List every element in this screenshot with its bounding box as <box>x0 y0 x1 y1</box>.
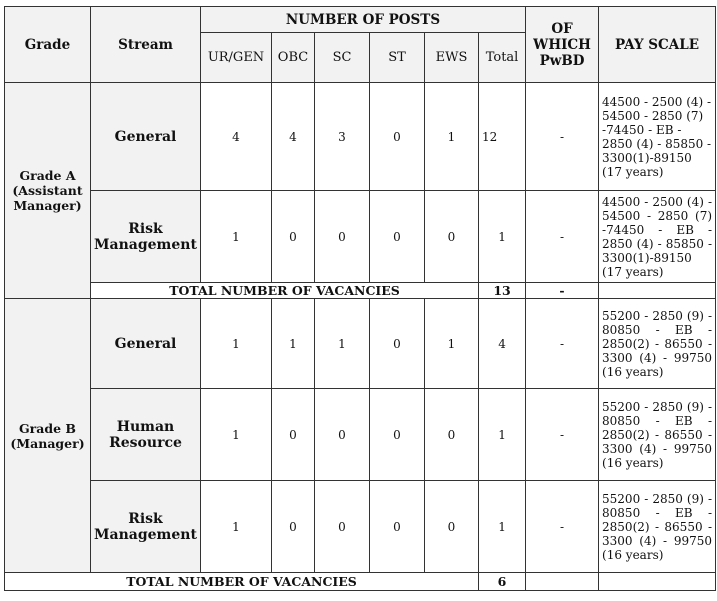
cell-sc: 3 <box>315 83 370 191</box>
cell-pay-scale: 44500 - 2500 (4) - 54500 - 2850 (7) -74450 - EB - 2850 (4) - 85850 - 3300(1)-89150 (17 years) <box>599 191 716 283</box>
cell-pay-scale: 44500 - 2500 (4) - 54500 - 2850 (7) -74450 - EB - 2850 (4) - 85850 - 3300(1)-89150 (17 years) <box>599 83 716 191</box>
cell-ur-gen: 4 <box>201 83 272 191</box>
table-row <box>5 481 716 573</box>
cell-pwbd: - <box>526 481 599 573</box>
cell-total: 4 <box>479 299 526 389</box>
cell-sc: 0 <box>315 389 370 481</box>
stream-label: General <box>91 299 201 389</box>
table-row <box>5 389 716 481</box>
table-row <box>5 299 716 389</box>
cell-st: 0 <box>370 83 425 191</box>
header-total: Total <box>479 33 526 83</box>
cell-total: 12 <box>479 83 526 191</box>
cell-pay-scale: 55200 - 2850 (9) - 80850 - EB - 2850(2) - 86550 - 3300 (4) - 99750 (16 years) <box>599 299 716 389</box>
cell-ews: 0 <box>425 389 479 481</box>
header-obc: OBC <box>272 33 315 83</box>
total-value: 6 <box>479 573 526 591</box>
header-st: ST <box>370 33 425 83</box>
grade-b-label: Grade B (Manager) <box>5 299 91 573</box>
table-row <box>5 83 716 191</box>
total-pwbd: - <box>526 283 599 299</box>
cell-ews: 1 <box>425 299 479 389</box>
cell-obc: 4 <box>272 83 315 191</box>
cell-st: 0 <box>370 481 425 573</box>
cell-st: 0 <box>370 191 425 283</box>
cell-sc: 0 <box>315 191 370 283</box>
cell-ews: 0 <box>425 481 479 573</box>
total-pay-empty <box>599 283 716 299</box>
cell-ur-gen: 1 <box>201 481 272 573</box>
cell-total: 1 <box>479 191 526 283</box>
cell-ews: 0 <box>425 191 479 283</box>
header-sc: SC <box>315 33 370 83</box>
cell-pay-scale: 55200 - 2850 (9) - 80850 - EB - 2850(2) - 86550 - 3300 (4) - 99750 (16 years) <box>599 389 716 481</box>
header-number-of-posts: NUMBER OF POSTS <box>201 7 526 33</box>
cell-pwbd: - <box>526 299 599 389</box>
cell-ews: 1 <box>425 83 479 191</box>
grade-a-label: Grade A (Assistant Manager) <box>5 83 91 299</box>
cell-sc: 0 <box>315 481 370 573</box>
cell-ur-gen: 1 <box>201 191 272 283</box>
cell-obc: 0 <box>272 481 315 573</box>
vacancy-table <box>4 6 716 591</box>
total-label: TOTAL NUMBER OF VACANCIES <box>5 573 479 591</box>
cell-pwbd: - <box>526 83 599 191</box>
table-row <box>5 191 716 283</box>
header-of-which-pwbd: OF WHICH PwBD <box>526 7 599 83</box>
cell-sc: 1 <box>315 299 370 389</box>
cell-obc: 0 <box>272 389 315 481</box>
total-row <box>5 573 716 591</box>
cell-pay-scale: 55200 - 2850 (9) - 80850 - EB - 2850(2) - 86550 - 3300 (4) - 99750 (16 years) <box>599 481 716 573</box>
cell-ur-gen: 1 <box>201 299 272 389</box>
stream-label: Risk Management <box>91 481 201 573</box>
header-ur-gen: UR/GEN <box>201 33 272 83</box>
stream-label: Human Resource <box>91 389 201 481</box>
header-pay-scale: PAY SCALE <box>599 7 716 83</box>
header-stream: Stream <box>91 7 201 83</box>
cell-st: 0 <box>370 299 425 389</box>
cell-st: 0 <box>370 389 425 481</box>
header-ews: EWS <box>425 33 479 83</box>
total-label: TOTAL NUMBER OF VACANCIES <box>91 283 479 299</box>
cell-total: 1 <box>479 389 526 481</box>
header-grade: Grade <box>5 7 91 83</box>
total-pwbd-empty <box>526 573 599 591</box>
total-pay-empty <box>599 573 716 591</box>
stream-label: Risk Management <box>91 191 201 283</box>
cell-pwbd: - <box>526 389 599 481</box>
total-row <box>5 283 716 299</box>
cell-pwbd: - <box>526 191 599 283</box>
total-value: 13 <box>479 283 526 299</box>
cell-obc: 0 <box>272 191 315 283</box>
cell-total: 1 <box>479 481 526 573</box>
cell-obc: 1 <box>272 299 315 389</box>
cell-ur-gen: 1 <box>201 389 272 481</box>
stream-label: General <box>91 83 201 191</box>
